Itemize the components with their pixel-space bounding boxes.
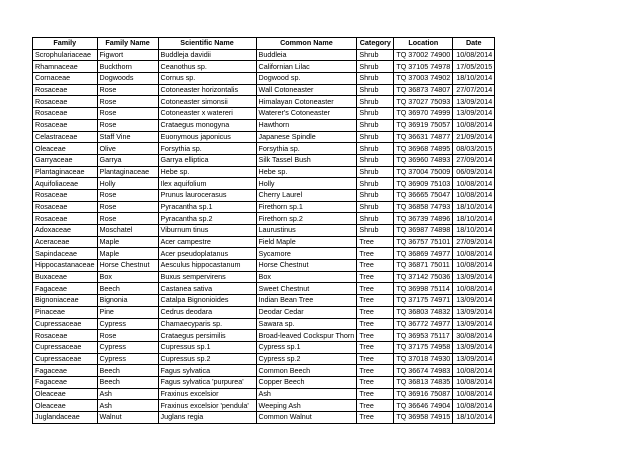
- family-cell: Oleaceae: [33, 388, 98, 400]
- family-name-cell: Ash: [97, 400, 158, 412]
- common-name-cell: Forsythia sp.: [256, 143, 357, 155]
- date-cell: 18/10/2014: [453, 412, 495, 424]
- common-name-cell: Firethorn sp.1: [256, 201, 357, 213]
- family-cell: Rosaceae: [33, 119, 98, 131]
- category-cell: Tree: [357, 283, 394, 295]
- location-cell: TQ 36772 74977: [394, 318, 453, 330]
- category-cell: Shrub: [357, 201, 394, 213]
- scientific-name-cell: Fagus sylvatica: [158, 365, 256, 377]
- table-row: [33, 412, 495, 424]
- scientific-name-cell: Cedrus deodara: [158, 306, 256, 318]
- table-row: [33, 376, 495, 388]
- category-cell: Tree: [357, 388, 394, 400]
- category-cell: Tree: [357, 353, 394, 365]
- scientific-name-cell: Cotoneaster x watereri: [158, 108, 256, 120]
- category-cell: Shrub: [357, 189, 394, 201]
- family-cell: Oleaceae: [33, 400, 98, 412]
- family-cell: Bignoniaceae: [33, 295, 98, 307]
- common-name-cell: Deodar Cedar: [256, 306, 357, 318]
- date-cell: 30/08/2014: [453, 330, 495, 342]
- family-cell: Celastraceae: [33, 131, 98, 143]
- family-cell: Rosaceae: [33, 84, 98, 96]
- date-cell: 18/10/2014: [453, 201, 495, 213]
- family-name-cell: Beech: [97, 376, 158, 388]
- location-cell: TQ 36674 74983: [394, 365, 453, 377]
- category-cell: Shrub: [357, 225, 394, 237]
- location-cell: TQ 36958 74915: [394, 412, 453, 424]
- location-cell: TQ 36757 75101: [394, 236, 453, 248]
- category-cell: Tree: [357, 412, 394, 424]
- date-cell: 27/09/2014: [453, 236, 495, 248]
- family-cell: Cupressaceae: [33, 353, 98, 365]
- family-name-cell: Cypress: [97, 353, 158, 365]
- common-name-cell: Hebe sp.: [256, 166, 357, 178]
- location-cell: TQ 36960 74893: [394, 154, 453, 166]
- table-row: [33, 318, 495, 330]
- common-name-cell: Wall Cotoneaster: [256, 84, 357, 96]
- scientific-name-cell: Juglans regia: [158, 412, 256, 424]
- table-row: [33, 73, 495, 85]
- date-cell: 10/08/2014: [453, 248, 495, 260]
- scientific-name-cell: Viburnum tinus: [158, 225, 256, 237]
- date-cell: 13/09/2014: [453, 108, 495, 120]
- date-cell: 10/08/2014: [453, 376, 495, 388]
- family-name-cell: Pine: [97, 306, 158, 318]
- scientific-name-cell: Cornus sp.: [158, 73, 256, 85]
- family-name-cell: Rose: [97, 213, 158, 225]
- table-row: [33, 248, 495, 260]
- location-cell: TQ 36803 74832: [394, 306, 453, 318]
- family-name-cell: Staff Vine: [97, 131, 158, 143]
- family-name-cell: Rose: [97, 119, 158, 131]
- table-row: [33, 330, 495, 342]
- scientific-name-cell: Cupressus sp.2: [158, 353, 256, 365]
- date-cell: 13/09/2014: [453, 96, 495, 108]
- table-row: [33, 365, 495, 377]
- table-row: [33, 283, 495, 295]
- scientific-name-cell: Cotoneaster simonsii: [158, 96, 256, 108]
- date-cell: 10/08/2014: [453, 388, 495, 400]
- common-name-cell: Hawthorn: [256, 119, 357, 131]
- category-cell: Shrub: [357, 73, 394, 85]
- location-cell: TQ 36968 74895: [394, 143, 453, 155]
- family-cell: Cupressaceae: [33, 318, 98, 330]
- species-table: [32, 37, 495, 424]
- category-cell: Tree: [357, 295, 394, 307]
- scientific-name-cell: Euonymous japonicus: [158, 131, 256, 143]
- scientific-name-cell: Buxus sempervirens: [158, 271, 256, 283]
- header-family: Family: [33, 38, 98, 50]
- scientific-name-cell: Acer campestre: [158, 236, 256, 248]
- family-cell: Aquifoliaceae: [33, 178, 98, 190]
- location-cell: TQ 37027 75093: [394, 96, 453, 108]
- table-row: [33, 84, 495, 96]
- table-row: [33, 400, 495, 412]
- family-name-cell: Bignonia: [97, 295, 158, 307]
- family-name-cell: Rose: [97, 84, 158, 96]
- date-cell: 13/09/2014: [453, 306, 495, 318]
- category-cell: Shrub: [357, 154, 394, 166]
- common-name-cell: Cypress sp.1: [256, 341, 357, 353]
- scientific-name-cell: Ilex aquifolium: [158, 178, 256, 190]
- family-name-cell: Maple: [97, 236, 158, 248]
- family-name-cell: Walnut: [97, 412, 158, 424]
- family-name-cell: Box: [97, 271, 158, 283]
- location-cell: TQ 37175 74958: [394, 341, 453, 353]
- category-cell: Tree: [357, 365, 394, 377]
- family-cell: Juglandaceae: [33, 412, 98, 424]
- location-cell: TQ 36858 74793: [394, 201, 453, 213]
- family-name-cell: Plantaginaceae: [97, 166, 158, 178]
- table-row: [33, 154, 495, 166]
- scientific-name-cell: Fraxinus excelsior 'pendula': [158, 400, 256, 412]
- family-cell: Hippocastanaceae: [33, 260, 98, 272]
- family-name-cell: Beech: [97, 283, 158, 295]
- family-name-cell: Rose: [97, 201, 158, 213]
- table-row: [33, 201, 495, 213]
- category-cell: Shrub: [357, 131, 394, 143]
- header-category: Category: [357, 38, 394, 50]
- scientific-name-cell: Crataegus persimilis: [158, 330, 256, 342]
- date-cell: 10/08/2014: [453, 119, 495, 131]
- scientific-name-cell: Forsythia sp.: [158, 143, 256, 155]
- category-cell: Shrub: [357, 178, 394, 190]
- category-cell: Tree: [357, 376, 394, 388]
- date-cell: 13/09/2014: [453, 271, 495, 283]
- family-cell: Cupressaceae: [33, 341, 98, 353]
- category-cell: Tree: [357, 260, 394, 272]
- table-row: [33, 166, 495, 178]
- common-name-cell: Holly: [256, 178, 357, 190]
- family-cell: Rosaceae: [33, 330, 98, 342]
- family-cell: Buxaceae: [33, 271, 98, 283]
- header-row: [33, 38, 495, 50]
- location-cell: TQ 37105 74978: [394, 61, 453, 73]
- family-cell: Rosaceae: [33, 96, 98, 108]
- location-cell: TQ 36631 74877: [394, 131, 453, 143]
- category-cell: Shrub: [357, 49, 394, 61]
- table-row: [33, 388, 495, 400]
- location-cell: TQ 36869 74977: [394, 248, 453, 260]
- category-cell: Tree: [357, 236, 394, 248]
- family-name-cell: Cypress: [97, 318, 158, 330]
- location-cell: TQ 36871 75011: [394, 260, 453, 272]
- header-family-name: Family Name: [97, 38, 158, 50]
- header-date: Date: [453, 38, 495, 50]
- family-name-cell: Rose: [97, 330, 158, 342]
- family-cell: Cornaceae: [33, 73, 98, 85]
- common-name-cell: Copper Beech: [256, 376, 357, 388]
- header-location: Location: [394, 38, 453, 50]
- family-cell: Rosaceae: [33, 201, 98, 213]
- scientific-name-cell: Garrya elliptica: [158, 154, 256, 166]
- date-cell: 10/08/2014: [453, 260, 495, 272]
- family-name-cell: Rose: [97, 96, 158, 108]
- date-cell: 18/10/2014: [453, 213, 495, 225]
- family-cell: Rosaceae: [33, 189, 98, 201]
- family-cell: Plantaginaceae: [33, 166, 98, 178]
- location-cell: TQ 36919 75057: [394, 119, 453, 131]
- common-name-cell: Himalayan Cotoneaster: [256, 96, 357, 108]
- table-row: [33, 61, 495, 73]
- table-row: [33, 108, 495, 120]
- common-name-cell: Cherry Laurel: [256, 189, 357, 201]
- scientific-name-cell: Fraxinus excelsior: [158, 388, 256, 400]
- scientific-name-cell: Acer pseudoplatanus: [158, 248, 256, 260]
- table-row: [33, 96, 495, 108]
- date-cell: 18/10/2014: [453, 73, 495, 85]
- location-cell: TQ 36739 74896: [394, 213, 453, 225]
- category-cell: Tree: [357, 318, 394, 330]
- common-name-cell: Sweet Chestnut: [256, 283, 357, 295]
- date-cell: 06/09/2014: [453, 166, 495, 178]
- family-name-cell: Dogwoods: [97, 73, 158, 85]
- category-cell: Shrub: [357, 213, 394, 225]
- location-cell: TQ 37175 74971: [394, 295, 453, 307]
- table-row: [33, 341, 495, 353]
- location-cell: TQ 36916 75087: [394, 388, 453, 400]
- date-cell: 13/09/2014: [453, 318, 495, 330]
- location-cell: TQ 36970 74999: [394, 108, 453, 120]
- common-name-cell: Field Maple: [256, 236, 357, 248]
- location-cell: TQ 36998 75114: [394, 283, 453, 295]
- table-row: [33, 295, 495, 307]
- date-cell: 10/08/2014: [453, 49, 495, 61]
- date-cell: 17/05/2015: [453, 61, 495, 73]
- common-name-cell: Sycamore: [256, 248, 357, 260]
- common-name-cell: Laurustinus: [256, 225, 357, 237]
- category-cell: Shrub: [357, 84, 394, 96]
- location-cell: TQ 36646 74904: [394, 400, 453, 412]
- family-cell: Rhamnaceae: [33, 61, 98, 73]
- date-cell: 21/09/2014: [453, 131, 495, 143]
- family-cell: Sapindaceae: [33, 248, 98, 260]
- scientific-name-cell: Pyracantha sp.1: [158, 201, 256, 213]
- common-name-cell: Indian Bean Tree: [256, 295, 357, 307]
- scientific-name-cell: Castanea sativa: [158, 283, 256, 295]
- date-cell: 13/09/2014: [453, 353, 495, 365]
- category-cell: Tree: [357, 271, 394, 283]
- scientific-name-cell: Crataegus monogyna: [158, 119, 256, 131]
- category-cell: Shrub: [357, 119, 394, 131]
- table-row: [33, 131, 495, 143]
- family-cell: Fagaceae: [33, 365, 98, 377]
- date-cell: 13/09/2014: [453, 341, 495, 353]
- date-cell: 08/03/2015: [453, 143, 495, 155]
- common-name-cell: Dogwood sp.: [256, 73, 357, 85]
- category-cell: Shrub: [357, 108, 394, 120]
- category-cell: Shrub: [357, 61, 394, 73]
- family-cell: Fagaceae: [33, 376, 98, 388]
- family-cell: Scrophulariaceae: [33, 49, 98, 61]
- date-cell: 10/08/2014: [453, 365, 495, 377]
- scientific-name-cell: Ceanothus sp.: [158, 61, 256, 73]
- table-row: [33, 143, 495, 155]
- table-row: [33, 189, 495, 201]
- common-name-cell: Firethorn sp.2: [256, 213, 357, 225]
- table-row: [33, 178, 495, 190]
- family-name-cell: Rose: [97, 108, 158, 120]
- common-name-cell: Common Beech: [256, 365, 357, 377]
- family-name-cell: Moschatel: [97, 225, 158, 237]
- table-row: [33, 213, 495, 225]
- category-cell: Tree: [357, 330, 394, 342]
- scientific-name-cell: Buddleja davidii: [158, 49, 256, 61]
- table-row: [33, 225, 495, 237]
- location-cell: TQ 37003 74902: [394, 73, 453, 85]
- common-name-cell: Silk Tassel Bush: [256, 154, 357, 166]
- common-name-cell: Buddleia: [256, 49, 357, 61]
- location-cell: TQ 36813 74835: [394, 376, 453, 388]
- category-cell: Shrub: [357, 143, 394, 155]
- family-name-cell: Ash: [97, 388, 158, 400]
- family-name-cell: Cypress: [97, 341, 158, 353]
- date-cell: 27/09/2014: [453, 154, 495, 166]
- category-cell: Tree: [357, 306, 394, 318]
- family-cell: Aceraceae: [33, 236, 98, 248]
- family-name-cell: Garrya: [97, 154, 158, 166]
- family-name-cell: Rose: [97, 189, 158, 201]
- scientific-name-cell: Cotoneaster horizontalis: [158, 84, 256, 96]
- category-cell: Tree: [357, 400, 394, 412]
- family-name-cell: Maple: [97, 248, 158, 260]
- location-cell: TQ 36873 74807: [394, 84, 453, 96]
- category-cell: Tree: [357, 248, 394, 260]
- location-cell: TQ 36987 74898: [394, 225, 453, 237]
- family-cell: Garryaceae: [33, 154, 98, 166]
- common-name-cell: Ash: [256, 388, 357, 400]
- location-cell: TQ 37004 75009: [394, 166, 453, 178]
- table-row: [33, 49, 495, 61]
- family-cell: Adoxaceae: [33, 225, 98, 237]
- table-row: [33, 119, 495, 131]
- date-cell: 13/09/2014: [453, 295, 495, 307]
- category-cell: Tree: [357, 341, 394, 353]
- scientific-name-cell: Prunus laurocerasus: [158, 189, 256, 201]
- scientific-name-cell: Hebe sp.: [158, 166, 256, 178]
- location-cell: TQ 37142 75036: [394, 271, 453, 283]
- table-row: [33, 260, 495, 272]
- category-cell: Shrub: [357, 96, 394, 108]
- scientific-name-cell: Pyracantha sp.2: [158, 213, 256, 225]
- family-cell: Pinaceae: [33, 306, 98, 318]
- common-name-cell: Box: [256, 271, 357, 283]
- table-row: [33, 353, 495, 365]
- location-cell: TQ 36909 75103: [394, 178, 453, 190]
- common-name-cell: Californian Lilac: [256, 61, 357, 73]
- family-name-cell: Olive: [97, 143, 158, 155]
- date-cell: 10/08/2014: [453, 189, 495, 201]
- header-scientific-name: Scientific Name: [158, 38, 256, 50]
- scientific-name-cell: Aesculus hippocastanum: [158, 260, 256, 272]
- common-name-cell: Cypress sp.2: [256, 353, 357, 365]
- category-cell: Shrub: [357, 166, 394, 178]
- scientific-name-cell: Catalpa Bignonioides: [158, 295, 256, 307]
- table-row: [33, 236, 495, 248]
- common-name-cell: Horse Chestnut: [256, 260, 357, 272]
- date-cell: 27/07/2014: [453, 84, 495, 96]
- family-name-cell: Figwort: [97, 49, 158, 61]
- table-row: [33, 306, 495, 318]
- scientific-name-cell: Cupressus sp.1: [158, 341, 256, 353]
- date-cell: 10/08/2014: [453, 178, 495, 190]
- common-name-cell: Sawara sp.: [256, 318, 357, 330]
- date-cell: 10/08/2014: [453, 283, 495, 295]
- family-cell: Rosaceae: [33, 213, 98, 225]
- family-cell: Oleaceae: [33, 143, 98, 155]
- location-cell: TQ 37002 74900: [394, 49, 453, 61]
- common-name-cell: Weeping Ash: [256, 400, 357, 412]
- common-name-cell: Common Walnut: [256, 412, 357, 424]
- location-cell: TQ 36953 75117: [394, 330, 453, 342]
- family-name-cell: Beech: [97, 365, 158, 377]
- family-name-cell: Holly: [97, 178, 158, 190]
- family-cell: Rosaceae: [33, 108, 98, 120]
- scientific-name-cell: Fagus sylvatica 'purpurea': [158, 376, 256, 388]
- location-cell: TQ 37018 74930: [394, 353, 453, 365]
- location-cell: TQ 36665 75047: [394, 189, 453, 201]
- common-name-cell: Waterer's Cotoneaster: [256, 108, 357, 120]
- common-name-cell: Japanese Spindle: [256, 131, 357, 143]
- scientific-name-cell: Chamaecyparis sp.: [158, 318, 256, 330]
- family-cell: Fagaceae: [33, 283, 98, 295]
- date-cell: 18/10/2014: [453, 225, 495, 237]
- date-cell: 10/08/2014: [453, 400, 495, 412]
- family-name-cell: Horse Chestnut: [97, 260, 158, 272]
- common-name-cell: Broad-leaved Cockspur Thorn: [256, 330, 357, 342]
- family-name-cell: Buckthorn: [97, 61, 158, 73]
- table-row: [33, 271, 495, 283]
- header-common-name: Common Name: [256, 38, 357, 50]
